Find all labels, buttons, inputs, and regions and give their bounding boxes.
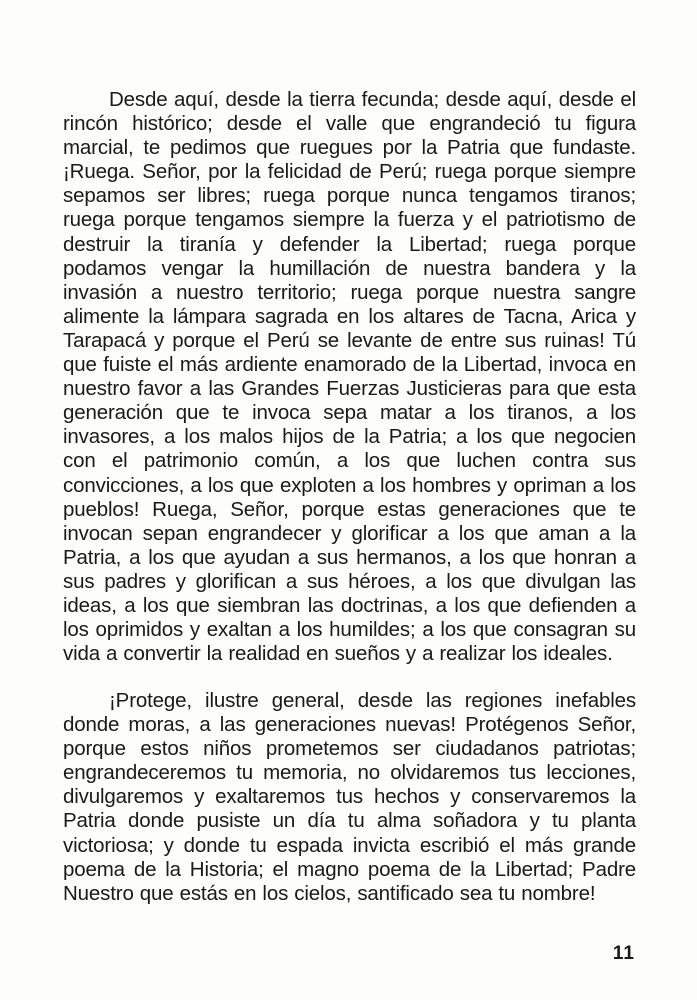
paragraph-block-1 [63,88,636,666]
paragraph: Desde aquí, desde la tierra fecunda; desde aquí, desde el rincón histórico; desde el valle que engrandeció tu figura marcial, te pedimos que ruegues por la Patria que fundaste. ¡Ruega. Señor, por la felicidad de Perú; ruega porque siempre sepamos ser libres; ruega porque nunca tengamos tiranos; ruega porque tengamos siempre la fuerza y el patriotismo de destruir la tiranía y defender la Libertad; ruega porque podamos vengar la humillación de nuestra bandera y la invasión a nuestro territorio; ruega porque nuestra sangre alimente la lámpara sagrada en los altares de Tacna, Arica y Tarapacá y porque el Perú se levante de entre sus ruinas! Tú que fuiste el más ardiente enamorado de la Libertad, invoca en nuestro favor a las Grandes Fuerzas Justicieras para que esta generación que te invoca sepa matar a los tiranos, a los invasores, a los malos hijos de la Patria; a los que negocien con el patrimonio común, a los que luchen contra sus convicciones, a los que exploten a los hombres y opriman a los pueblos! Ruega, Señor, porque estas generaciones que te invocan sepan engrandecer y glorificar a los que aman a la Patria, a los que ayudan a sus hermanos, a los que honran a sus padres y glorifican a sus héroes, a los que divulgan las ideas, a los que siembran las doctrinas, a los que defienden a los oprimidos y exaltan a los humildes; a los que consagran su vida a convertir la realidad en sueños y a realizar los ideales. [63,88,636,666]
paragraph-block-2 [63,689,636,906]
page-number: 11 [612,943,635,964]
paragraph: ¡Protege, ilustre general, desde las regiones inefables donde moras, a las generaciones nuevas! Protégenos Señor, porque estos niños prometemos ser ciudadanos patriotas; engrandeceremos tu memoria, no olvidaremos tus lecciones, divulgaremos y exaltaremos tus hechos y conservaremos la Patria donde pusiste un día tu alma soñadora y tu planta victoriosa; y donde tu espada invicta escribió el más grande poema de la Historia; el magno poema de la Libertad; Padre Nuestro que estás en los cielos, santificado sea tu nombre! [63,689,636,905]
